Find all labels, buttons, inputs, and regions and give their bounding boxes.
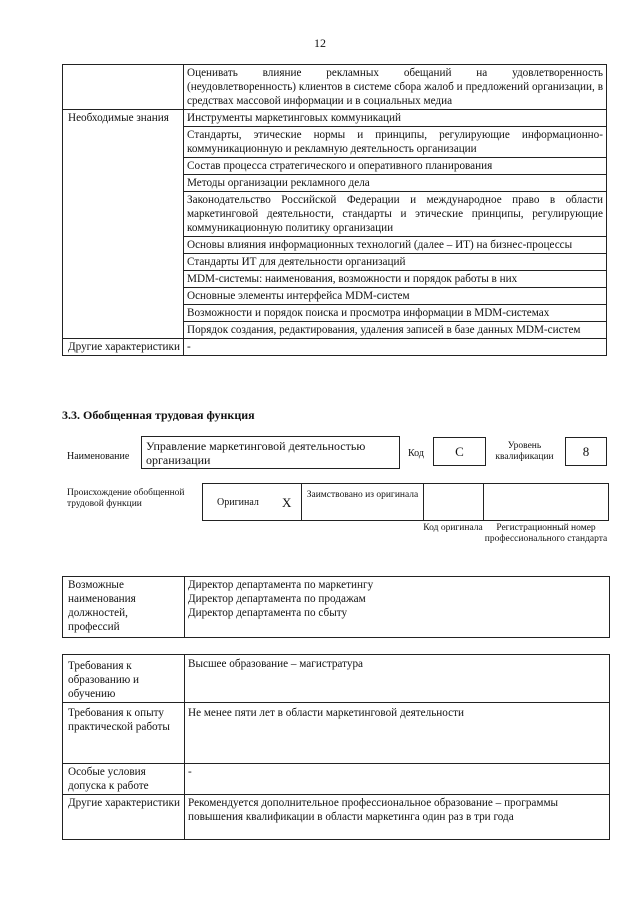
knowledge-item: Методы организации рекламного дела (184, 175, 607, 192)
level-value-box (565, 437, 607, 466)
table-row (63, 65, 607, 110)
original-code-cell (423, 484, 484, 520)
position-item: Директор департамента по продажам (188, 593, 366, 605)
borrowed-label: Заимствовано из оригинала (306, 490, 419, 500)
level-value: 8 (582, 444, 590, 459)
table-row (63, 795, 610, 840)
requirement-label: Требования к образованию и обучению (63, 655, 185, 703)
knowledge-item: Возможности и порядок поиска и просмотра информации в MDM-системах (184, 305, 607, 322)
level-label: Уровень квалификации (495, 441, 554, 462)
knowledge-item: Инструменты маркетинговых коммуникаций (184, 110, 607, 127)
knowledge-item: Порядок создания, редактирования, удаления записей в базе данных MDM-систем (184, 322, 607, 339)
knowledge-item: MDM-системы: наименования, возможности и порядок работы в них (184, 271, 607, 288)
requirement-label: Особые условия допуска к работе (63, 764, 185, 795)
original-cell (203, 484, 302, 520)
registration-caption: Регистрационный номер профессионального стандарта (484, 523, 608, 544)
table-row (63, 110, 607, 127)
requirement-value: Высшее образование – магистратура (185, 655, 610, 703)
origin-label: Происхождение обобщенной трудовой функции (67, 488, 185, 509)
function-name-box (141, 436, 400, 469)
requirement-value: Не менее пяти лет в области маркетинговой деятельности (185, 703, 610, 764)
original-code-caption: Код оригинала (423, 523, 483, 533)
knowledge-table (62, 64, 607, 356)
original-label: Оригинал (217, 497, 259, 508)
knowledge-item: Основы влияния информационных технологий (далее – ИТ) на бизнес-процессы (184, 237, 607, 254)
other-characteristics-value: - (184, 339, 607, 356)
origin-table (202, 483, 609, 521)
knowledge-item: Стандарты, этические нормы и принципы, регулирующие информационно-коммуникационную и рекламную деятельность организации (184, 127, 607, 158)
knowledge-item: Основные элементы интерфейса MDM-систем (184, 288, 607, 305)
requirement-label: Другие характеристики (63, 795, 185, 840)
page-number: 12 (314, 36, 326, 50)
positions-value (185, 577, 610, 638)
positions-label: Возможные наименования должностей, профессий (63, 577, 185, 638)
table-row (63, 577, 610, 638)
requirement-value: - (185, 764, 610, 795)
knowledge-item: Законодательство Российской Федерации и международное право в области маркетинговой деятельности, стандарты и этические принципы, регулирующие коммуникационную политику организации (184, 192, 607, 237)
table-row (63, 764, 610, 795)
section-title: 3.3. Обобщенная трудовая функция (62, 408, 255, 422)
code-label: Код (408, 448, 424, 459)
function-name: Управление маркетинговой деятельностью организации (146, 439, 366, 467)
knowledge-item: Состав процесса стратегического и оперативного планирования (184, 158, 607, 175)
requirements-table (62, 654, 610, 840)
code-value: C (455, 444, 464, 459)
other-characteristics-label: Другие характеристики (63, 339, 184, 356)
position-item: Директор департамента по маркетингу (188, 579, 374, 591)
knowledge-item: Стандарты ИТ для деятельности организаций (184, 254, 607, 271)
original-mark: X (282, 495, 292, 510)
knowledge-label: Необходимые знания (63, 110, 184, 339)
requirement-value: Рекомендуется дополнительное профессиональное образование – программы повышения квалификации в области маркетинга один раз в три года (185, 795, 610, 840)
code-value-box (433, 437, 486, 466)
skill-text: Оценивать влияние рекламных обещаний на удовлетворенность (неудовлетворенность) клиентов в системе сбора жалоб и предложений организации, в средствах массовой информации и в социальных медиа (184, 65, 607, 110)
positions-table (62, 576, 610, 638)
empty-cell (63, 65, 184, 110)
requirement-label: Требования к опыту практической работы (63, 703, 185, 764)
position-item: Директор департамента по сбыту (188, 607, 348, 619)
table-row (63, 655, 610, 703)
name-label: Наименование (67, 451, 130, 462)
table-row (63, 339, 607, 356)
table-row (63, 703, 610, 764)
